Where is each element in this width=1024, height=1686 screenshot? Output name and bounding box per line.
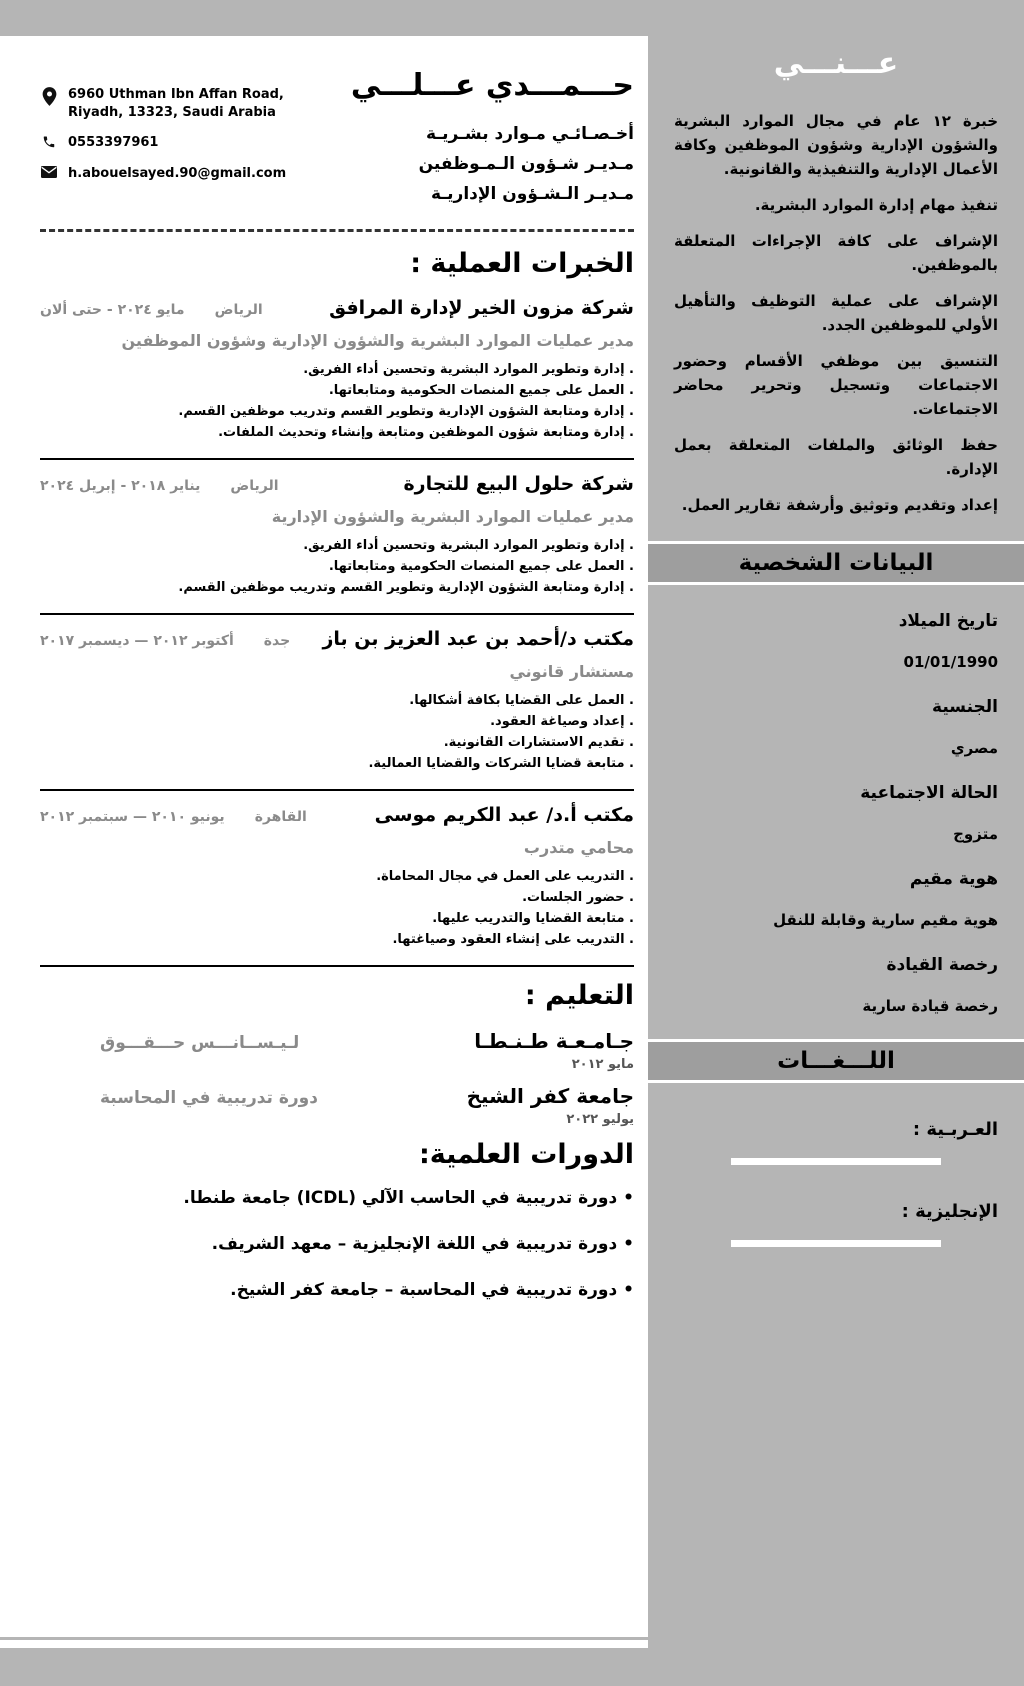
course-item: • دورة تدريبية في المحاسبة – جامعة كفر الشيخ. xyxy=(40,1280,634,1300)
language-level-bar-english xyxy=(731,1240,941,1247)
job-dates: أكتوبر ٢٠١٢ — ديسمبر ٢٠١٧ xyxy=(40,633,234,649)
address-line-2: Riyadh, 13323, Saudi Arabia xyxy=(68,104,276,120)
language-label-english: الإنجليزية : xyxy=(901,1201,998,1222)
job-meta xyxy=(40,478,279,494)
job-bullet: . إدارة ومتابعة شؤون الموظفين ومتابعة وإنشاء وتحديث الملفات. xyxy=(40,422,634,443)
job-header xyxy=(40,628,634,650)
course-item: • دورة تدريبية في الحاسب الآلي (ICDL) جامعة طنطا. xyxy=(40,1188,634,1208)
personal-value: 01/01/1990 xyxy=(903,653,998,671)
languages-section-title: اللـــغـــات xyxy=(777,1048,895,1074)
dashed-divider xyxy=(40,229,634,232)
job-dates: يناير ٢٠١٨ - إبريل ٢٠٢٤ xyxy=(40,478,201,494)
job-meta xyxy=(40,302,263,318)
job-bullet: . متابعة قضايا الشركات والقضايا العمالية. xyxy=(40,753,634,774)
personal-label: رخصة القيادة xyxy=(886,955,998,975)
phone-icon xyxy=(40,134,58,149)
languages-list xyxy=(674,1119,998,1247)
education-header xyxy=(40,1029,634,1053)
personal-label: الجنسية xyxy=(932,697,998,717)
name-block xyxy=(351,68,634,209)
personal-label: هوية مقيم xyxy=(909,869,998,889)
job-bullet: . إدارة وتطوير الموارد البشرية وتحسين أداء الفريق. xyxy=(40,359,634,380)
candidate-title: مـديـر الـشـؤون الإداريـة xyxy=(431,184,634,204)
job-header xyxy=(40,804,634,826)
job-bullets xyxy=(40,690,634,774)
about-item: حفظ الوثائق والملفات المتعلقة بعمل الإدارة. xyxy=(674,436,998,478)
about-item: تنفيذ مهام إدارة الموارد البشرية. xyxy=(754,196,998,214)
contact-block xyxy=(40,86,290,209)
job-meta xyxy=(40,809,307,825)
about-item: الإشراف على كافة الإجراءات المتعلقة بالموظفين. xyxy=(674,232,998,274)
education-header xyxy=(40,1084,634,1108)
experience-job xyxy=(40,804,634,967)
company-name: مكتب د/أحمد بن عبد العزيز بن باز xyxy=(322,628,634,650)
education-date: يوليو ٢٠٢٢ xyxy=(566,1112,634,1127)
address-line-1: 6960 Uthman Ibn Affan Road, xyxy=(68,87,284,102)
sidebar xyxy=(648,0,1024,1686)
personal-list xyxy=(674,611,998,1015)
education-item xyxy=(40,1084,634,1127)
degree-name: دورة تدريبية في المحاسبة xyxy=(100,1088,318,1108)
job-dates: يونيو ٢٠١٠ — سبتمبر ٢٠١٢ xyxy=(40,809,225,825)
about-item: خبرة ١٢ عام في مجال الموارد البشرية والشؤون الإدارية وشؤون الموظفين وكافة الأعمال الإدارية والتنفيذية والقانونية. xyxy=(674,112,998,178)
experience-job xyxy=(40,297,634,460)
job-bullet: . التدريب على إنشاء العقود وصياغتها. xyxy=(40,929,634,950)
education-section-title: التعليم : xyxy=(524,980,634,1011)
job-header xyxy=(40,297,634,319)
job-bullet: . التدريب على العمل في مجال المحاماة. xyxy=(40,866,634,887)
contact-phone xyxy=(40,134,290,152)
job-bullet: . العمل على جميع المنصات الحكومية ومتابعاتها. xyxy=(40,380,634,401)
job-role: محامي متدرب xyxy=(523,838,634,857)
education-item xyxy=(40,1029,634,1072)
job-bullet: . إدارة ومتابعة الشؤون الإدارية وتطوير القسم وتدريب موظفين القسم. xyxy=(40,401,634,422)
personal-label: تاريخ الميلاد xyxy=(898,611,998,631)
bottom-accent-line xyxy=(0,1637,648,1640)
contact-address xyxy=(40,86,290,121)
education-date: مايو ٢٠١٢ xyxy=(571,1057,634,1072)
languages-section-header xyxy=(648,1039,1024,1083)
personal-section-header xyxy=(648,541,1024,585)
job-bullets xyxy=(40,535,634,598)
about-list xyxy=(674,109,998,517)
about-item: الإشراف على عملية التوظيف والتأهيل الأولي للموظفين الجدد. xyxy=(674,292,998,334)
degree-name: لـيـســانـــس حـــقـــوق xyxy=(100,1033,300,1053)
job-role: مدير عمليات الموارد البشرية والشؤون الإدارية وشؤون الموظفين xyxy=(121,331,634,350)
company-name: مكتب أ.د/ عبد الكريم موسى xyxy=(374,804,634,826)
about-title: عـــنـــي xyxy=(773,46,899,81)
about-item: إعداد وتقديم وتوثيق وأرشفة تقارير العمل. xyxy=(681,496,998,514)
job-location: جدة xyxy=(263,633,291,649)
location-pin-icon xyxy=(40,86,58,106)
job-meta xyxy=(40,633,290,649)
job-bullets xyxy=(40,359,634,443)
job-role: مستشار قانوني xyxy=(509,662,634,681)
job-bullet: . إدارة وتطوير الموارد البشرية وتحسين أداء الفريق. xyxy=(40,535,634,556)
personal-section-title: البيانات الشخصية xyxy=(738,550,934,576)
language-level-bar-arabic xyxy=(731,1158,941,1165)
courses-list xyxy=(40,1188,634,1300)
job-bullets xyxy=(40,866,634,950)
job-location: القاهرة xyxy=(254,809,307,825)
school-name: جـامـعـة طـنـطـا xyxy=(474,1029,634,1053)
company-name: شركة حلول البيع للتجارة xyxy=(403,473,634,495)
header xyxy=(40,62,634,209)
company-name: شركة مزون الخير لإدارة المرافق xyxy=(329,297,634,319)
personal-value: هوية مقيم سارية وقابلة للنقل xyxy=(773,911,998,929)
job-role: مدير عمليات الموارد البشرية والشؤون الإدارية xyxy=(271,507,634,526)
personal-label: الحالة الاجتماعية xyxy=(860,783,998,803)
job-location: الرياض xyxy=(230,478,279,494)
contact-email-text: h.abouelsayed.90@gmail.com xyxy=(68,165,287,181)
personal-value: مصري xyxy=(950,739,998,757)
candidate-title: أخـصـائـي مـوارد بشـريـة xyxy=(426,124,634,144)
job-location: الرياض xyxy=(214,302,263,318)
experience-job xyxy=(40,628,634,791)
language-label-arabic: العـربـية : xyxy=(912,1119,998,1140)
job-dates: مايو ٢٠٢٤ - حتى ألان xyxy=(40,302,185,318)
job-bullet: . تقديم الاستشارات القانونية. xyxy=(40,732,634,753)
job-header xyxy=(40,473,634,495)
about-item: التنسيق بين موظفي الأقسام وحضور الاجتماعات وتسجيل وتحرير محاضر الاجتماعات. xyxy=(674,352,998,418)
courses-section-title: الدورات العلمية: xyxy=(418,1139,634,1170)
candidate-name: حـــمـــدي عـــلـــي xyxy=(350,68,634,103)
contact-phone-text: 0553397961 xyxy=(68,135,159,151)
experience-job xyxy=(40,473,634,615)
course-item: • دورة تدريبية في اللغة الإنجليزية – معهد الشريف. xyxy=(40,1234,634,1254)
school-name: جامعة كفر الشيخ xyxy=(466,1084,634,1108)
job-bullet: . متابعة القضايا والتدريب عليها. xyxy=(40,908,634,929)
job-bullet: . العمل على القضايا بكافة أشكالها. xyxy=(40,690,634,711)
resume-main xyxy=(0,36,648,1326)
email-envelope-icon xyxy=(40,165,58,178)
bottom-accent-strip xyxy=(0,1648,648,1686)
job-bullet: . إعداد وصياغة العقود. xyxy=(40,711,634,732)
job-bullet: . إدارة ومتابعة الشؤون الإدارية وتطوير القسم وتدريب موظفين القسم. xyxy=(40,577,634,598)
job-bullet: . العمل على جميع المنصات الحكومية ومتابعاتها. xyxy=(40,556,634,577)
candidate-title: مـديـر شـؤون الـمـوظفين xyxy=(418,154,634,174)
contact-email xyxy=(40,165,290,183)
job-bullet: . حضور الجلسات. xyxy=(40,887,634,908)
personal-value: رخصة قيادة سارية xyxy=(862,997,998,1015)
experience-section-title: الخبرات العملية : xyxy=(410,248,634,279)
contact-address-text xyxy=(68,86,284,121)
personal-value: متزوج xyxy=(953,825,998,843)
